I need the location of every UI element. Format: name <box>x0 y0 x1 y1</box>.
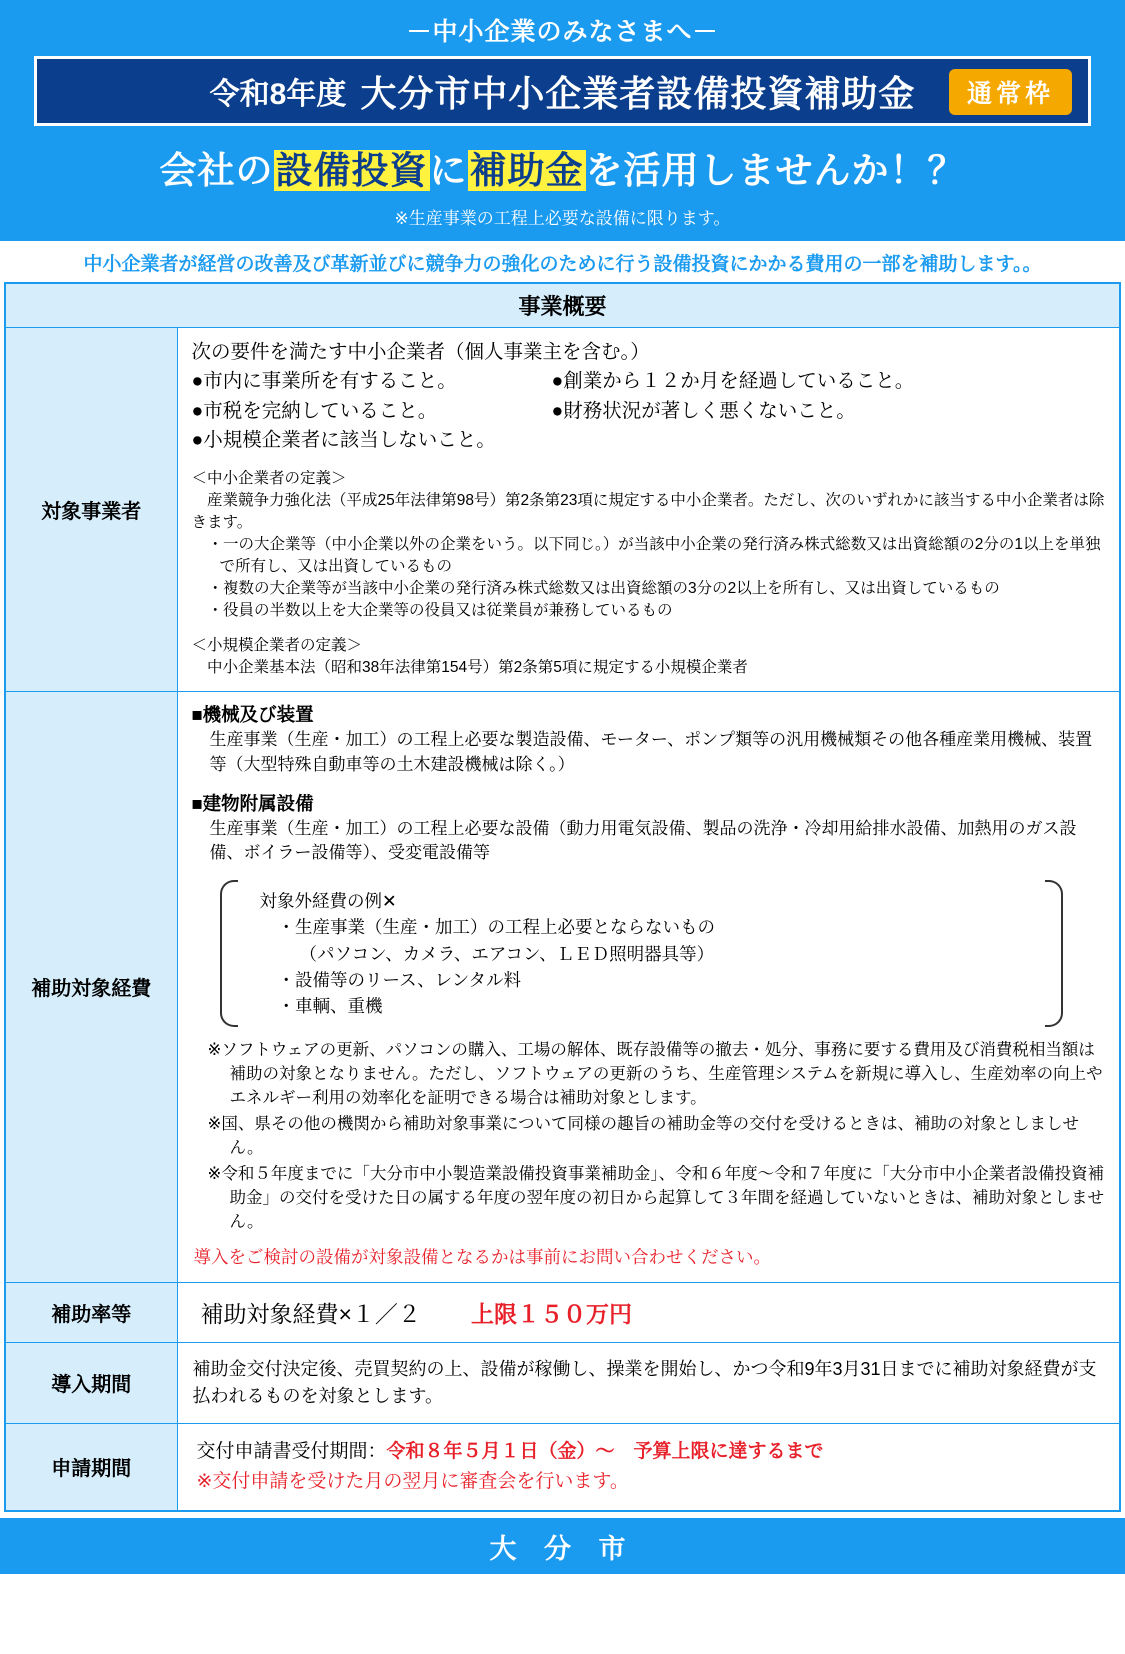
table-row-section-title <box>5 283 1120 328</box>
row-label-apply: 申請期間 <box>5 1423 177 1511</box>
footer-city: 大 分 市 <box>489 1533 636 1564</box>
expense-item-2-title: ■建物附属設備 <box>191 792 314 814</box>
definition-1-item: ・一の大企業等（中小企業以外の企業をいう。以下同じ。）が当該中小企業の発行済み株式総数又は出資総額の2分の1以上を単独で所有し、又は出資しているもの <box>207 536 1101 575</box>
row-label-period: 導入期間 <box>5 1342 177 1423</box>
excluded-item: ・設備等のリース、レンタル料 <box>277 969 522 990</box>
table-row-apply <box>5 1423 1120 1511</box>
target-bullets-left <box>192 367 552 426</box>
apply-line-1 <box>197 1437 1105 1467</box>
definition-2-title: ＜小規模企業者の定義＞ <box>191 637 363 654</box>
lead-headline <box>0 140 1125 194</box>
lead-highlight-1: 設備投資 <box>275 150 428 191</box>
list-item: ●市税を完納していること。 <box>191 399 438 422</box>
sublead-text: 中小企業者が経営の改善及び革新並びに競争力の強化のために行う設備投資にかかる費用の一部を補助します。 <box>83 254 1023 275</box>
spacer <box>192 622 1108 635</box>
lead-part-1: 会社の <box>159 150 274 191</box>
excluded-expenses-box <box>220 880 1048 1027</box>
lead-note: ※生産事業の工程上必要な設備に限ります。 <box>394 209 731 228</box>
row-label-expenses: 補助対象経費 <box>5 692 177 1283</box>
expense-note: ※ソフトウェアの更新、パソコンの購入、工場の解体、既存設備等の撤去・処分、事務に要する費用及び消費税相当額は補助の対象となりません。ただし、ソフトウェアの更新のうち、生産管理システムを新規に導入し、生産効率の向上やエネルギー利用の効率化を証明できる場合は補助対象とします。 <box>207 1041 1103 1108</box>
overview-table <box>4 282 1121 1512</box>
apply-text <box>179 1425 1119 1510</box>
expense-note: ※国、県その他の機関から補助対象事業について同様の趣旨の補助金等の交付を受けるときは、補助の対象としましせん。 <box>207 1115 1079 1158</box>
footer-banner <box>0 1518 1125 1574</box>
rate-formula: 補助対象経費×１／２ <box>200 1300 421 1327</box>
page-title: 大分市中小企業者設備投資補助金 <box>360 72 916 114</box>
target-bullets-right <box>552 367 1108 426</box>
expense-item-1-body: 生産事業（生産・加工）の工程上必要な製造設備、モーター、ポンプ類等の汎用機械類その他各種産業用機械、装置等（大型特殊自動車等の土木建設機械は除く。） <box>209 730 1093 774</box>
period-text: 補助金交付決定後、売買契約の上、設備が稼働し、操業を開始し、かつ令和9年3月31日までに補助対象経費が支払われるものを対象とします。 <box>192 1358 1097 1406</box>
section-title: 事業概要 <box>5 283 1120 328</box>
expense-item-2-body: 生産事業（生産・加工）の工程上必要な設備（動力用電気設備、製品の洗浄・冷却用給排水設備、加熱用のガス設備、ボイラー設備等）、受変電設備等 <box>209 818 1077 863</box>
list-item: ●財務状況が著しく悪くないこと。 <box>551 399 856 422</box>
expense-note: ※令和５年度までに「大分市中小製造業設備投資事業補助金」、令和６年度～令和７年度に「大分市中小企業者設備投資補助金」の交付を受けた日の属する年度の翌年度の初日から起算して３年間を経過していないときは、補助対象としません。 <box>207 1164 1105 1231</box>
target-bullets <box>192 367 1108 426</box>
definition-2-body: 中小企業基本法（昭和38年法律第154号）第2条第5項に規定する小規模企業者 <box>191 659 748 676</box>
table-row-period <box>5 1342 1120 1423</box>
sublead-dot: 。 <box>1022 254 1042 275</box>
definition-1-item: ・役員の半数以上を大企業等の役員又は従業員が兼務しているもの <box>207 602 673 619</box>
row-content-period <box>177 1342 1120 1423</box>
list-item: ●創業から１２か月を経過していること。 <box>551 370 915 393</box>
row-content-rate <box>177 1282 1120 1342</box>
row-label-target: 対象事業者 <box>5 328 177 692</box>
definition-1-item: ・複数の大企業等が当該中小企業の発行済み株式総数又は出資総額の3分の2以上を所有し、又は出資しているもの <box>207 580 1000 597</box>
lead-part-3: を活用しませんか！？ <box>585 150 966 191</box>
excluded-item: ・生産事業（生産・加工）の工程上必要とならないもの <box>277 917 715 938</box>
status-badge: 通常枠 <box>949 69 1072 115</box>
row-content-apply <box>177 1423 1120 1511</box>
sublead-band <box>0 241 1125 282</box>
title-band <box>34 56 1091 126</box>
table-row-expenses <box>5 692 1120 1283</box>
rate-limit: 上限１５０万円 <box>470 1300 632 1327</box>
definition-1-body: 産業競争力強化法（平成25年法律第98号）第2条第23項に規定する中小企業者。ただし、次のいずれかに該当する中小企業者は除きます。 <box>191 492 1105 531</box>
row-content-target <box>177 328 1120 692</box>
expense-red-note: 導入をご検討の設備が対象設備となるかは事前にお問い合わせください。 <box>193 1246 771 1267</box>
table-row-target <box>5 328 1120 692</box>
expense-item-1-title: ■機械及び装置 <box>191 704 314 725</box>
lead-part-2: に <box>429 150 468 191</box>
target-intro: 次の要件を満たす中小企業者（個人事業主を含む。） <box>191 341 650 363</box>
spacer <box>192 778 1108 791</box>
rate-line <box>179 1284 1119 1341</box>
lead-highlight-2: 補助金 <box>469 150 584 191</box>
apply-dates: 令和８年５月１日（金）～ 予算上限に達するまで <box>386 1440 824 1462</box>
row-content-expenses <box>177 692 1120 1283</box>
header-banner <box>0 0 1125 241</box>
expense-notes <box>192 1039 1108 1234</box>
apply-prefix: 交付申請書受付期間： <box>196 1440 387 1462</box>
row-label-rate: 補助率等 <box>5 1282 177 1342</box>
excluded-item: （パソコン、カメラ、エアコン、ＬＥＤ照明器具等） <box>299 943 715 964</box>
apply-line-2: ※交付申請を受けた月の翌月に審査会を行います。 <box>196 1470 629 1492</box>
table-row-rate <box>5 1282 1120 1342</box>
excluded-item: ・車輌、重機 <box>277 996 383 1017</box>
excluded-title: 対象外経費の例✕ <box>259 891 397 912</box>
definition-1-title: ＜中小企業者の定義＞ <box>191 470 347 487</box>
list-item: ●小規模企業者に該当しないこと。 <box>191 428 496 451</box>
title-year: 令和8年度 <box>209 78 347 111</box>
header-kicker: －中小企業のみなさまへ－ <box>406 18 719 46</box>
list-item: ●市内に事業所を有すること。 <box>191 370 457 393</box>
spacer <box>192 455 1108 468</box>
